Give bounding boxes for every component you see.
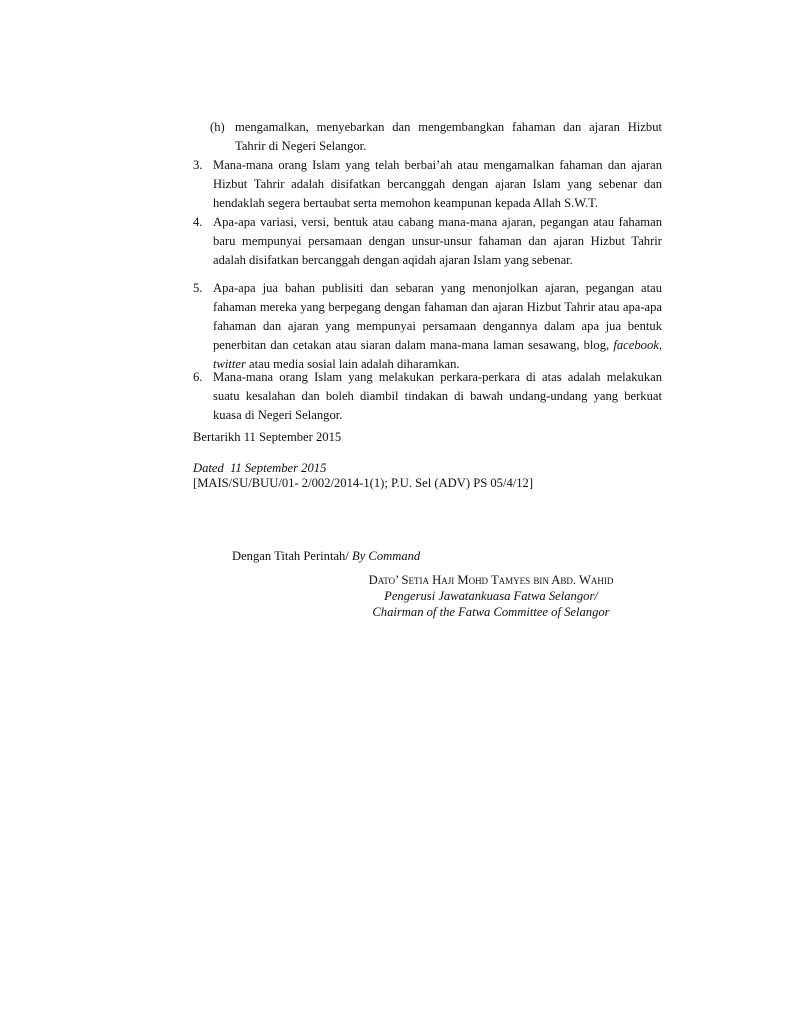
signatory-name: Dato’ Setia Haji Mohd Tamyes bin Abd. Wahid: [368, 573, 614, 587]
clause-text: Mana-mana orang Islam yang melakukan perkara-perkara di atas adalah melakukan suatu kesalahan dan boleh diambil tindakan di bawah undang-undang yang berkuat kuasa di Negeri Selangor.: [213, 370, 662, 422]
facebook-term: facebook,: [613, 338, 662, 352]
clause-text: [213, 279, 662, 374]
clause-number: 3.: [193, 158, 203, 172]
date-malay: Bertarikh 11 September 2015: [193, 430, 342, 444]
signatory-role-english: Chairman of the Fatwa Committee of Selangor: [372, 605, 610, 619]
by-command: [232, 547, 420, 566]
command-english: By Command: [352, 549, 421, 563]
date-english: Dated 11 September 2015: [193, 461, 327, 475]
twitter-term: twitter: [213, 357, 246, 371]
clause-text-part: Apa-apa jua bahan publisiti dan sebaran yang menonjolkan ajaran, pegangan atau fahaman mereka yang berpegang dengan fahaman dan ajaran Hizbut Tahrir atau apa-apa fahaman dan ajaran yang mempunyai persamaan dengannya dalam apa jua bentuk penerbitan dan cetakan atau siaran dalam mana-mana laman sesawang, blog,: [213, 281, 662, 352]
clause-4: [193, 213, 662, 270]
clause-number: 6.: [193, 370, 203, 384]
signatory-role-malay: Pengerusi Jawatankuasa Fatwa Selangor/: [384, 589, 598, 603]
clause-5: [193, 279, 662, 374]
command-malay: Dengan Titah Perintah/: [232, 549, 352, 563]
clause-number: 4.: [193, 215, 203, 229]
sub-item-marker: (h): [210, 120, 225, 134]
clause-3: [193, 156, 662, 213]
clause-text: Mana-mana orang Islam yang telah berbai’ah atau mengamalkan fahaman dan ajaran Hizbut Tahrir adalah disifatkan bercanggah dengan ajaran Islam yang sebenar dan hendaklah segera bertaubat serta memohon keampunan kepada Allah S.W.T.: [213, 158, 662, 210]
clause-text: Apa-apa variasi, versi, bentuk atau cabang mana-mana ajaran, pegangan atau fahaman baru mempunyai persamaan dengan unsur-unsur fahaman dan ajaran Hizbut Tahrir adalah disifatkan bercanggah dengan aqidah ajaran Islam yang sebenar.: [213, 215, 662, 267]
clause-number: 5.: [193, 281, 203, 295]
signature-block: [365, 572, 617, 620]
reference-number: [MAIS/SU/BUU/01- 2/002/2014-1(1); P.U. Sel (ADV) PS 05/4/12]: [193, 476, 534, 490]
clause-6: [193, 368, 662, 425]
sub-item-text: mengamalkan, menyebarkan dan mengembangkan fahaman dan ajaran Hizbut Tahrir di Negeri Selangor.: [235, 120, 662, 153]
sub-item-h: [210, 118, 662, 156]
clause-text-part: atau media sosial lain adalah diharamkan.: [245, 357, 460, 371]
